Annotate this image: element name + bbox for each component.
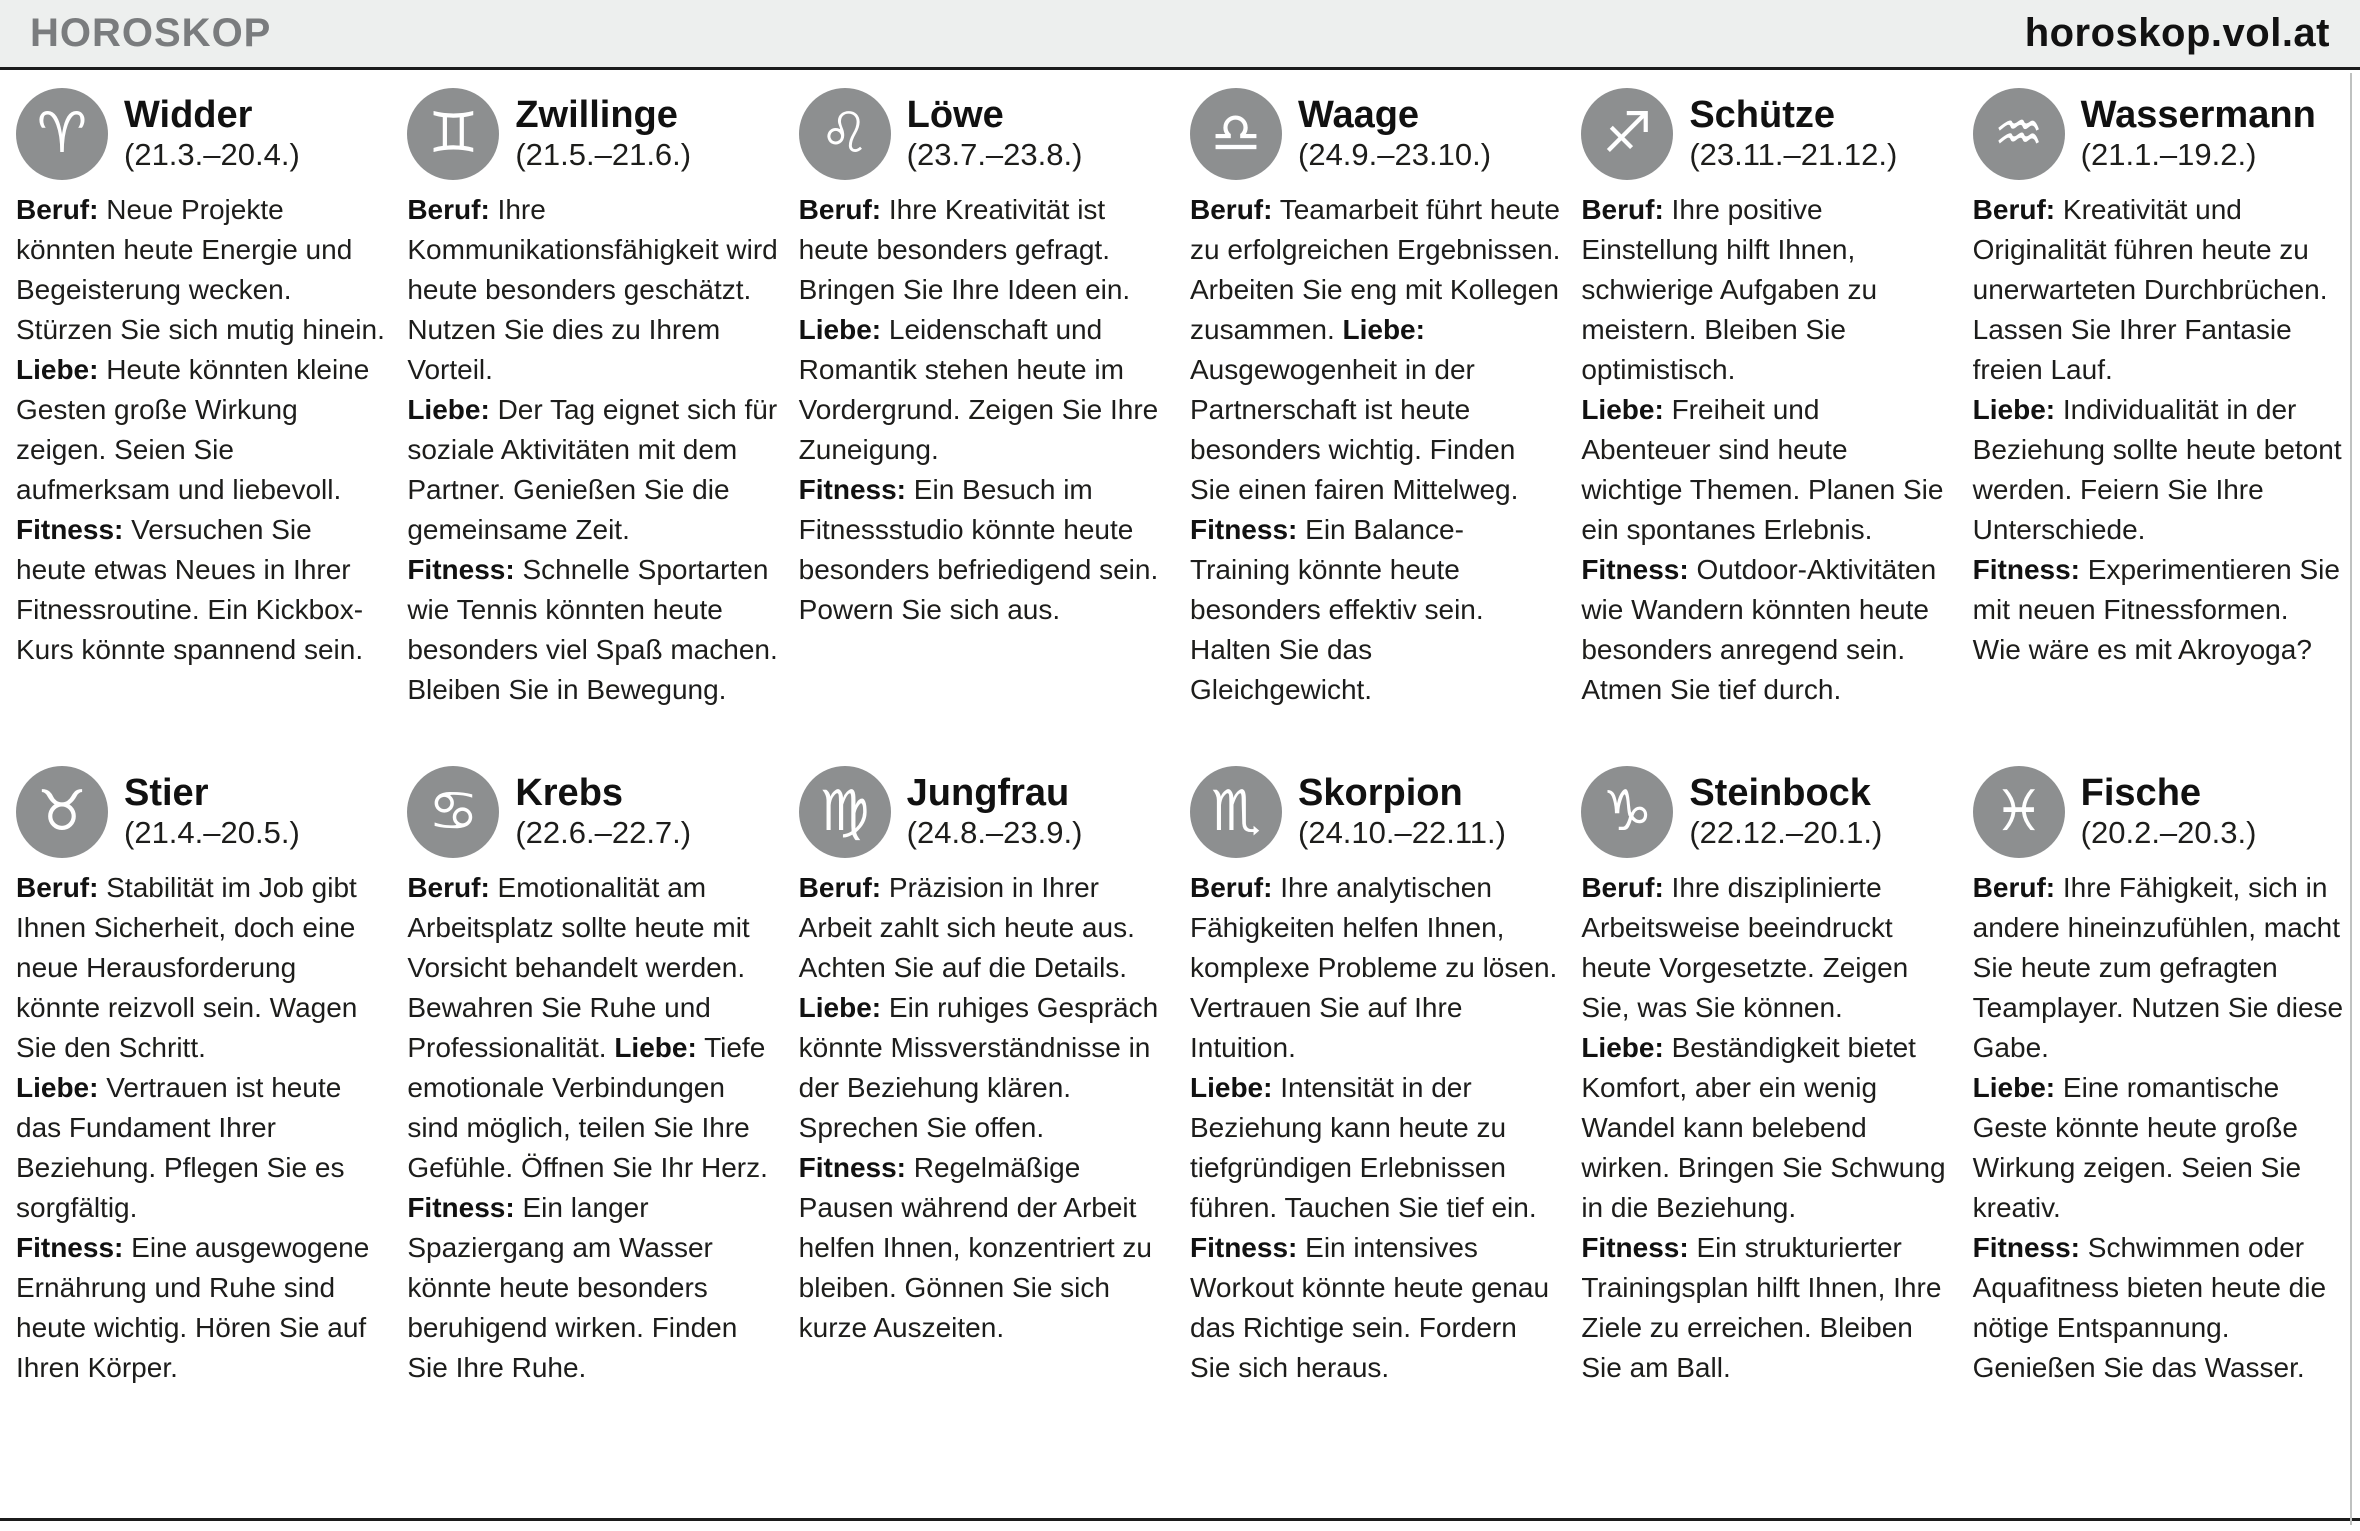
horoscope-paragraph: Liebe: Leidenschaft und Romantik stehen heute im Vordergrund. Zeigen Sie Ihre Zuneigung.	[798, 314, 1159, 465]
sign-title-block	[124, 95, 300, 173]
gemini-icon	[407, 88, 499, 180]
horoscope-paragraph: Beruf: Kreativität und Originalität führen heute zu unerwarteten Durchbrüchen. Lassen Sie Ihrer Fantasie freien Lauf.	[1972, 194, 2328, 385]
horoscope-paragraph: Beruf: Ihre Fähigkeit, sich in andere hineinzufühlen, macht Sie heute zum gefragten Teamplayer. Nutzen Sie diese Gabe.	[1972, 872, 2344, 1063]
sign-dates: (22.12.–20.1.)	[1689, 814, 1883, 850]
horoscope-paragraph: Beruf: Präzision in Ihrer Arbeit zahlt sich heute aus. Achten Sie auf die Details. Liebe: Ein ruhiges Gespräch könnte Missverständnisse in der Beziehung klären. Sprechen Sie offen.	[798, 872, 1159, 1143]
sign-name: Fische	[2080, 771, 2202, 814]
sign-name: Widder	[124, 93, 253, 136]
sign-dates: (22.6.–22.7.)	[515, 814, 692, 850]
bottom-rule	[0, 1518, 2360, 1521]
horoscope-paragraph: Fitness: Ein strukturierter Trainingsplan hilft Ihnen, Ihre Ziele zu erreichen. Bleiben Sie am Ball.	[1581, 1232, 1942, 1383]
section-label: Liebe:	[798, 992, 882, 1023]
aries-icon	[16, 88, 108, 180]
sign-title-block	[124, 773, 300, 851]
zodiac-glyph: ♌	[819, 101, 870, 166]
horoscope-paragraph: Fitness: Schwimmen oder Aquafitness bieten heute die nötige Entspannung. Genießen Sie das Wasser.	[1972, 1232, 2327, 1383]
taurus-icon	[16, 766, 108, 858]
section-label: Liebe:	[407, 394, 490, 425]
sign-dates: (23.7.–23.8.)	[906, 136, 1083, 172]
sign-name: Schütze	[1689, 93, 1836, 136]
sign-title-block	[1298, 95, 1491, 173]
sign-header	[1190, 766, 1561, 858]
sign-header	[16, 88, 387, 180]
sign-title-block	[1689, 773, 1882, 851]
sign-card-taurus	[16, 766, 387, 1388]
right-edge-rule	[2350, 73, 2352, 1525]
sign-card-scorpio	[1190, 766, 1561, 1388]
sign-text	[1190, 868, 1561, 1388]
section-label: Beruf:	[798, 872, 882, 903]
pisces-icon	[1973, 766, 2065, 858]
sign-dates: (24.9.–23.10.)	[1298, 136, 1492, 172]
zodiac-glyph: ♏	[1210, 779, 1262, 844]
sign-dates: (21.1.–19.2.)	[2080, 136, 2257, 172]
sign-dates: (21.4.–20.5.)	[124, 814, 300, 850]
section-label: Liebe:	[1581, 394, 1664, 425]
section-label: Liebe:	[1972, 1072, 2056, 1103]
section-label: Beruf:	[798, 194, 882, 225]
zodiac-glyph: ♒	[1993, 101, 2044, 166]
section-label: Liebe:	[1342, 314, 1425, 345]
horoscope-paragraph: Fitness: Versuchen Sie heute etwas Neues in Ihrer Fitnessroutine. Ein Kickbox-Kurs könnte spannend sein.	[16, 514, 364, 665]
capricorn-icon	[1581, 766, 1673, 858]
sign-text	[1581, 868, 1952, 1388]
section-label: Liebe:	[16, 1072, 99, 1103]
sign-dates: (21.5.–21.6.)	[515, 136, 692, 172]
sagittarius-icon	[1581, 88, 1673, 180]
section-label: Beruf:	[16, 194, 99, 225]
horoscope-paragraph: Fitness: Regelmäßige Pausen während der Arbeit helfen Ihnen, konzentriert zu bleiben. Gönnen Sie sich kurze Auszeiten.	[798, 1152, 1152, 1343]
horoscope-paragraph: Liebe: Beständigkeit bietet Komfort, aber ein wenig Wandel kann belebend wirken. Bringen Sie Schwung in die Beziehung.	[1581, 1032, 1946, 1223]
sign-card-gemini	[407, 88, 778, 710]
sign-text	[799, 868, 1170, 1348]
sign-dates: (20.2.–20.3.)	[2080, 814, 2257, 850]
horoscope-paragraph: Liebe: Eine romantische Geste könnte heute große Wirkung zeigen. Seien Sie kreativ.	[1972, 1072, 2302, 1223]
sign-dates: (24.8.–23.9.)	[906, 814, 1083, 850]
horoscope-paragraph: Beruf: Emotionalität am Arbeitsplatz sollte heute mit Vorsicht behandelt werden. Bewahren Sie Ruhe und Professionalität. Liebe: Tiefe emotionale Verbindungen sind möglich, teilen Sie Ihre Gefühle. Öffnen Sie Ihr Herz. Fitness: Ein langer Spaziergang am Wasser könnte heute besonders beruhigend wirken. Finden Sie Ihre Ruhe.	[407, 872, 768, 1383]
sign-title-block	[907, 773, 1083, 851]
sign-title-block	[515, 95, 691, 173]
sign-name: Stier	[124, 771, 209, 814]
sign-name: Löwe	[906, 93, 1004, 136]
section-label: Beruf:	[1972, 872, 2056, 903]
sign-card-pisces	[1973, 766, 2344, 1388]
zodiac-glyph: ♑	[1602, 779, 1653, 844]
horoscope-paragraph: Beruf: Teamarbeit führt heute zu erfolgreichen Ergebnissen. Arbeiten Sie eng mit Kollegen zusammen. Liebe: Ausgewogenheit in der Partnerschaft ist heute besonders wichtig. Finden Sie einen fairen Mittelweg.	[1190, 194, 1561, 505]
zodiac-glyph: ♓	[1993, 779, 2044, 844]
site-url: horoskop.vol.at	[2024, 11, 2330, 55]
horoscope-paragraph: Liebe: Freiheit und Abenteuer sind heute wichtige Themen. Planen Sie ein spontanes Erlebnis.	[1581, 394, 1944, 545]
zodiac-glyph: ♈	[36, 101, 88, 166]
zodiac-glyph: ♋	[428, 779, 479, 844]
sign-title-block	[907, 95, 1083, 173]
zodiac-glyph: ♉	[36, 779, 88, 844]
section-label: Fitness:	[407, 554, 515, 585]
sign-name: Waage	[1298, 93, 1420, 136]
zodiac-glyph: ♊	[428, 101, 479, 166]
section-label: Fitness:	[407, 1192, 515, 1223]
horoscope-paragraph: Fitness: Ein Besuch im Fitnessstudio könnte heute besonders befriedigend sein. Powern Sie sich aus.	[798, 474, 1159, 625]
section-label: Fitness:	[1190, 514, 1298, 545]
horoscope-paragraph: Fitness: Eine ausgewogene Ernährung und Ruhe sind heute wichtig. Hören Sie auf Ihren Körper.	[16, 1232, 370, 1383]
horoscope-paragraph: Fitness: Outdoor-Aktivitäten wie Wandern könnten heute besonders anregend sein. Atmen Sie tief durch.	[1581, 554, 1937, 705]
section-label: Beruf:	[407, 872, 490, 903]
sign-text	[407, 868, 778, 1388]
leo-icon	[799, 88, 891, 180]
sign-card-aquarius	[1973, 88, 2344, 670]
scorpio-icon	[1190, 766, 1282, 858]
horoscope-paragraph: Liebe: Intensität in der Beziehung kann heute zu tiefgründigen Erlebnissen führen. Tauchen Sie tief ein.	[1190, 1072, 1537, 1223]
section-label: Beruf:	[407, 194, 490, 225]
horoscope-paragraph: Fitness: Ein intensives Workout könnte heute genau das Richtige sein. Fordern Sie sich heraus.	[1190, 1232, 1550, 1383]
sign-text	[16, 868, 387, 1388]
section-label: Liebe:	[1972, 394, 2056, 425]
sign-header	[1973, 88, 2344, 180]
sign-header	[799, 766, 1170, 858]
sign-text	[1581, 190, 1952, 710]
section-label: Liebe:	[798, 314, 882, 345]
cancer-icon	[407, 766, 499, 858]
section-label: Liebe:	[614, 1032, 697, 1063]
sign-header	[1581, 88, 1952, 180]
section-label: Liebe:	[1581, 1032, 1664, 1063]
section-label: Fitness:	[798, 1152, 907, 1183]
horoscope-paragraph: Liebe: Individualität in der Beziehung sollte heute betont werden. Feiern Sie Ihre Unterschiede.	[1972, 394, 2342, 545]
section-label: Liebe:	[16, 354, 99, 385]
horoscope-paragraph: Beruf: Stabilität im Job gibt Ihnen Sicherheit, doch eine neue Herausforderung könnte reizvoll sein. Wagen Sie den Schritt.	[16, 872, 358, 1063]
sign-card-aries	[16, 88, 387, 670]
sign-text	[407, 190, 778, 710]
sign-dates: (24.10.–22.11.)	[1298, 814, 1506, 850]
section-label: Fitness:	[1581, 1232, 1689, 1263]
section-label: Beruf:	[1581, 194, 1664, 225]
sign-name: Jungfrau	[906, 771, 1070, 814]
section-label: Fitness:	[1972, 1232, 2081, 1263]
sign-title-block	[1689, 95, 1897, 173]
horoscope-paragraph: Fitness: Schnelle Sportarten wie Tennis könnten heute besonders viel Spaß machen. Bleiben Sie in Bewegung.	[407, 554, 778, 705]
section-label: Beruf:	[1972, 194, 2056, 225]
horoscope-paragraph: Beruf: Neue Projekte könnten heute Energie und Begeisterung wecken. Stürzen Sie sich mutig hinein. Liebe: Heute könnten kleine Gesten große Wirkung zeigen. Seien Sie aufmerksam und liebevoll.	[16, 194, 385, 505]
sign-text	[1190, 190, 1561, 710]
sign-name: Krebs	[515, 771, 624, 814]
sign-dates: (23.11.–21.12.)	[1689, 136, 1898, 172]
sign-title-block	[2081, 773, 2257, 851]
sign-card-cancer	[407, 766, 778, 1388]
sign-name: Wassermann	[2080, 93, 2316, 136]
horoscope-paragraph: Beruf: Ihre Kreativität ist heute besonders gefragt. Bringen Sie Ihre Ideen ein.	[798, 194, 1131, 305]
sign-name: Zwillinge	[515, 93, 678, 136]
sign-text	[799, 190, 1170, 630]
horoscope-paragraph: Liebe: Der Tag eignet sich für soziale Aktivitäten mit dem Partner. Genießen Sie die gemeinsame Zeit.	[407, 394, 778, 545]
horoscope-paragraph: Beruf: Ihre positive Einstellung hilft Ihnen, schwierige Aufgaben zu meistern. Bleiben Sie optimistisch.	[1581, 194, 1878, 385]
horoscope-grid	[0, 70, 2360, 1388]
sign-text	[16, 190, 387, 670]
aquarius-icon	[1973, 88, 2065, 180]
section-label: Beruf:	[16, 872, 99, 903]
sign-title-block	[2081, 95, 2316, 173]
section-label: Liebe:	[1190, 1072, 1273, 1103]
section-label: Fitness:	[798, 474, 907, 505]
sign-title-block	[515, 773, 691, 851]
libra-icon	[1190, 88, 1282, 180]
sign-header	[799, 88, 1170, 180]
horoscope-paragraph: Beruf: Ihre analytischen Fähigkeiten helfen Ihnen, komplexe Probleme zu lösen. Vertrauen Sie auf Ihre Intuition.	[1190, 872, 1558, 1063]
horoscope-paragraph: Beruf: Ihre Kommunikationsfähigkeit wird heute besonders geschätzt. Nutzen Sie dies zu Ihrem Vorteil.	[407, 194, 778, 385]
zodiac-glyph: ♐	[1602, 101, 1653, 166]
sign-header	[16, 766, 387, 858]
section-label: Fitness:	[1581, 554, 1689, 585]
page-title: HOROSKOP	[30, 11, 272, 55]
sign-header	[1190, 88, 1561, 180]
sign-name: Skorpion	[1298, 771, 1463, 814]
section-label: Fitness:	[16, 514, 124, 545]
horoscope-paragraph: Fitness: Ein Balance-Training könnte heute besonders effektiv sein. Halten Sie das Gleichgewicht.	[1190, 514, 1484, 705]
section-label: Beruf:	[1190, 872, 1273, 903]
section-label: Fitness:	[1972, 554, 2081, 585]
sign-dates: (21.3.–20.4.)	[124, 136, 300, 172]
sign-card-libra	[1190, 88, 1561, 710]
section-label: Beruf:	[1190, 194, 1273, 225]
page-header	[0, 0, 2360, 70]
sign-text	[1973, 868, 2344, 1388]
sign-header	[1973, 766, 2344, 858]
sign-name: Steinbock	[1689, 771, 1871, 814]
virgo-icon	[799, 766, 891, 858]
zodiac-glyph: ♍	[819, 779, 870, 844]
sign-header	[407, 766, 778, 858]
zodiac-glyph: ♎	[1210, 101, 1262, 166]
sign-text	[1973, 190, 2344, 670]
sign-card-sagittarius	[1581, 88, 1952, 710]
sign-title-block	[1298, 773, 1506, 851]
horoscope-paragraph: Fitness: Experimentieren Sie mit neuen Fitnessformen. Wie wäre es mit Akroyoga?	[1972, 554, 2340, 665]
section-label: Beruf:	[1581, 872, 1664, 903]
section-label: Fitness:	[16, 1232, 124, 1263]
sign-header	[1581, 766, 1952, 858]
horoscope-paragraph: Liebe: Vertrauen ist heute das Fundament Ihrer Beziehung. Pflegen Sie es sorgfältig.	[16, 1072, 345, 1223]
sign-header	[407, 88, 778, 180]
sign-card-virgo	[799, 766, 1170, 1348]
sign-card-leo	[799, 88, 1170, 630]
horoscope-paragraph: Beruf: Ihre disziplinierte Arbeitsweise beeindruckt heute Vorgesetzte. Zeigen Sie, was Sie können.	[1581, 872, 1909, 1023]
sign-card-capricorn	[1581, 766, 1952, 1388]
section-label: Fitness:	[1190, 1232, 1298, 1263]
